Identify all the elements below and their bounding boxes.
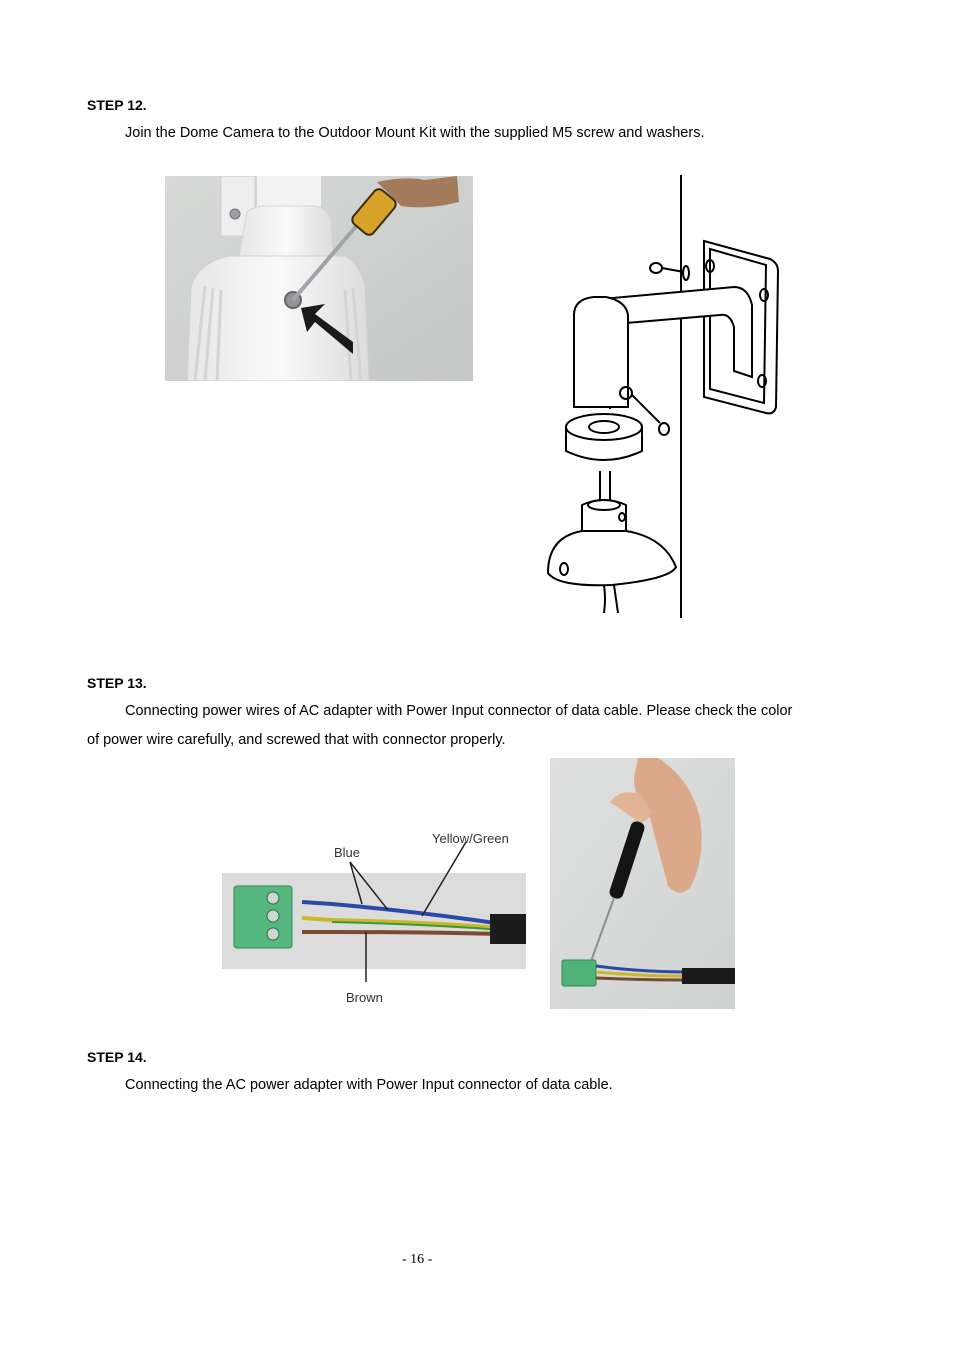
step-14-text: Connecting the AC power adapter with Power Input connector of data cable. [125, 1077, 613, 1093]
step-13-title: STEP 13. [87, 675, 147, 691]
step-12-text: Join the Dome Camera to the Outdoor Mount Kit with the supplied M5 screw and washers. [125, 125, 705, 141]
step-13-text-line1: Connecting power wires of AC adapter with Power Input connector of data cable. Please check the color [125, 703, 793, 719]
step-13-text-line2: of power wire carefully, and screwed that with connector properly. [87, 732, 506, 748]
label-yellow-green: Yellow/Green [432, 831, 509, 846]
wire-connector-diagram [222, 828, 526, 1010]
page-number: - 16 - [402, 1252, 433, 1267]
step-12-title: STEP 12. [87, 97, 147, 113]
step-14-title: STEP 14. [87, 1049, 147, 1065]
camera-screw-photo [165, 176, 473, 381]
label-brown: Brown [346, 990, 383, 1005]
label-blue: Blue [334, 845, 361, 860]
screwing-connector-photo [550, 758, 735, 1009]
mount-kit-diagram [534, 175, 784, 620]
